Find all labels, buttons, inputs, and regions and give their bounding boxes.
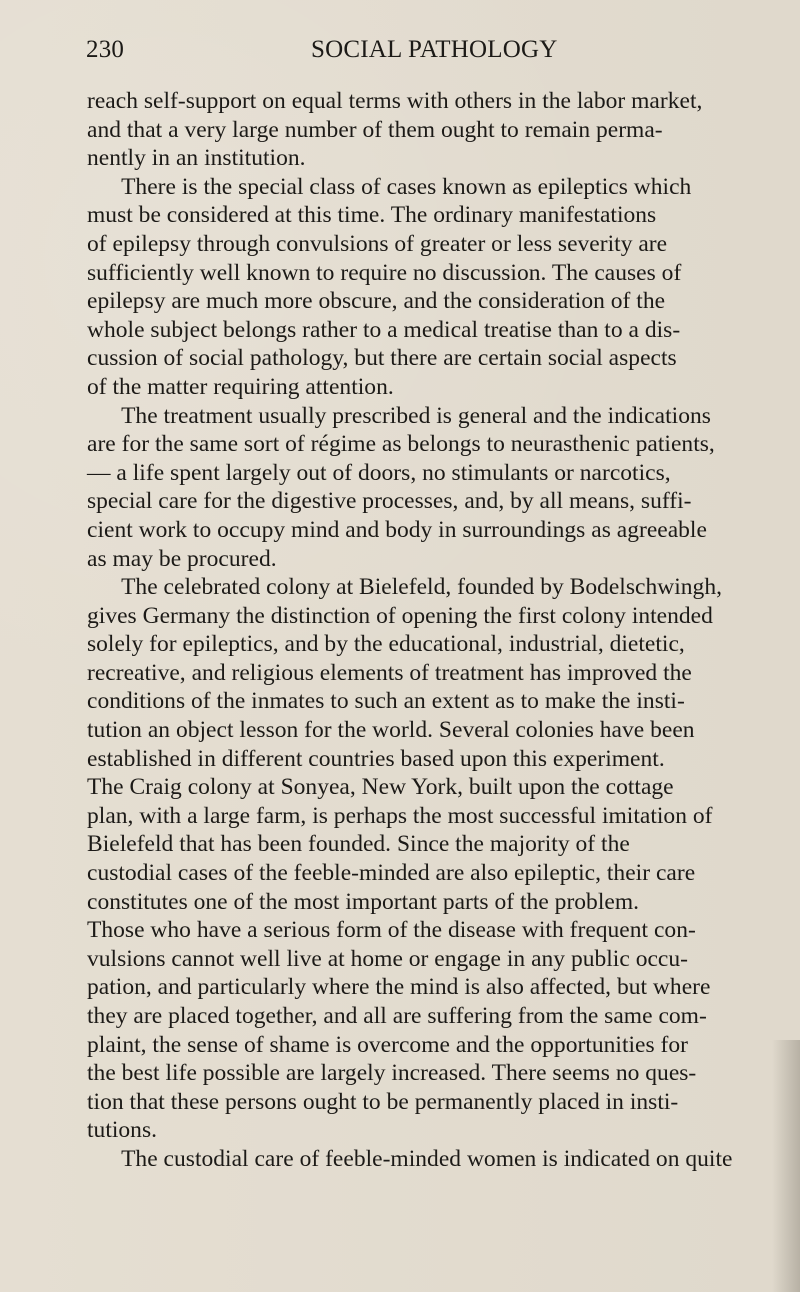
text-line: established in different countries based upon this experiment. xyxy=(87,745,665,772)
text-line: nently in an institution. xyxy=(87,145,306,172)
paragraph-start-line: The treatment usually prescribed is general and the indications xyxy=(121,402,711,429)
text-line: conditions of the inmates to such an extent as to make the insti- xyxy=(87,688,685,715)
text-line: special care for the digestive processes, and, by all means, suffi- xyxy=(87,488,692,515)
paragraph-start-line: The celebrated colony at Bielefeld, founded by Bodelschwingh, xyxy=(121,574,722,601)
text-line: cient work to occupy mind and body in surroundings as agreeable xyxy=(87,516,707,543)
text-line: whole subject belongs rather to a medical treatise than to a dis- xyxy=(87,316,681,343)
text-line: Bielefeld that has been founded. Since the majority of the xyxy=(87,831,630,858)
text-line: of the matter requiring attention. xyxy=(87,373,394,400)
text-line: the best life possible are largely increased. There seems no ques- xyxy=(87,1060,697,1087)
text-line: tion that these persons ought to be permanently placed in insti- xyxy=(87,1088,679,1115)
text-line: they are placed together, and all are suffering from the same com- xyxy=(87,1003,707,1029)
text-line: vulsions cannot well live at home or engage in any public occu- xyxy=(87,945,688,972)
paragraph-start-line: There is the special class of cases known as epileptics which xyxy=(121,173,692,200)
text-line: plan, with a large farm, is perhaps the most successful imitation of xyxy=(87,802,713,829)
text-line: and that a very large number of them ought to remain perma- xyxy=(87,116,663,143)
text-line: as may be procured. xyxy=(87,545,277,572)
paragraph-start-line: The custodial care of feeble-minded women is indicated on quite xyxy=(121,1145,733,1172)
text-line: cussion of social pathology, but there are certain social aspects xyxy=(87,345,677,372)
text-line: gives Germany the distinction of opening the first colony intended xyxy=(87,602,713,629)
body-text xyxy=(87,87,797,1174)
text-line: The Craig colony at Sonyea, New York, built upon the cottage xyxy=(87,774,674,801)
text-line: of epilepsy through convulsions of greater or less severity are xyxy=(87,230,668,257)
text-line: tution an object lesson for the world. Several colonies have been xyxy=(87,717,695,744)
text-line: plaint, the sense of shame is overcome and the opportunities for xyxy=(87,1031,689,1058)
page-number: 230 xyxy=(86,36,125,63)
text-line: must be considered at this time. The ordinary manifestations xyxy=(87,202,657,229)
text-line: recreative, and religious elements of treatment has improved the xyxy=(87,659,692,686)
text-line: pation, and particularly where the mind is also affected, but where xyxy=(87,974,711,1001)
text-line: are for the same sort of régime as belongs to neurasthenic patients, xyxy=(87,431,715,458)
page-header xyxy=(86,34,781,66)
text-line: sufficiently well known to require no discussion. The causes of xyxy=(87,259,682,286)
text-line: epilepsy are much more obscure, and the consideration of the xyxy=(87,288,666,315)
running-head: SOCIAL PATHOLOGY xyxy=(311,36,558,63)
text-line: custodial cases of the feeble-minded are also epileptic, their care xyxy=(87,860,696,887)
text-line: constitutes one of the most important parts of the problem. xyxy=(87,888,640,915)
text-line: solely for epileptics, and by the educational, industrial, dietetic, xyxy=(87,631,685,658)
text-line: tutions. xyxy=(87,1117,158,1144)
text-line: reach self-support on equal terms with others in the labor market, xyxy=(87,88,703,114)
text-line: Those who have a serious form of the disease with frequent con- xyxy=(87,917,696,944)
text-line: — a life spent largely out of doors, no stimulants or narcotics, xyxy=(87,459,671,486)
